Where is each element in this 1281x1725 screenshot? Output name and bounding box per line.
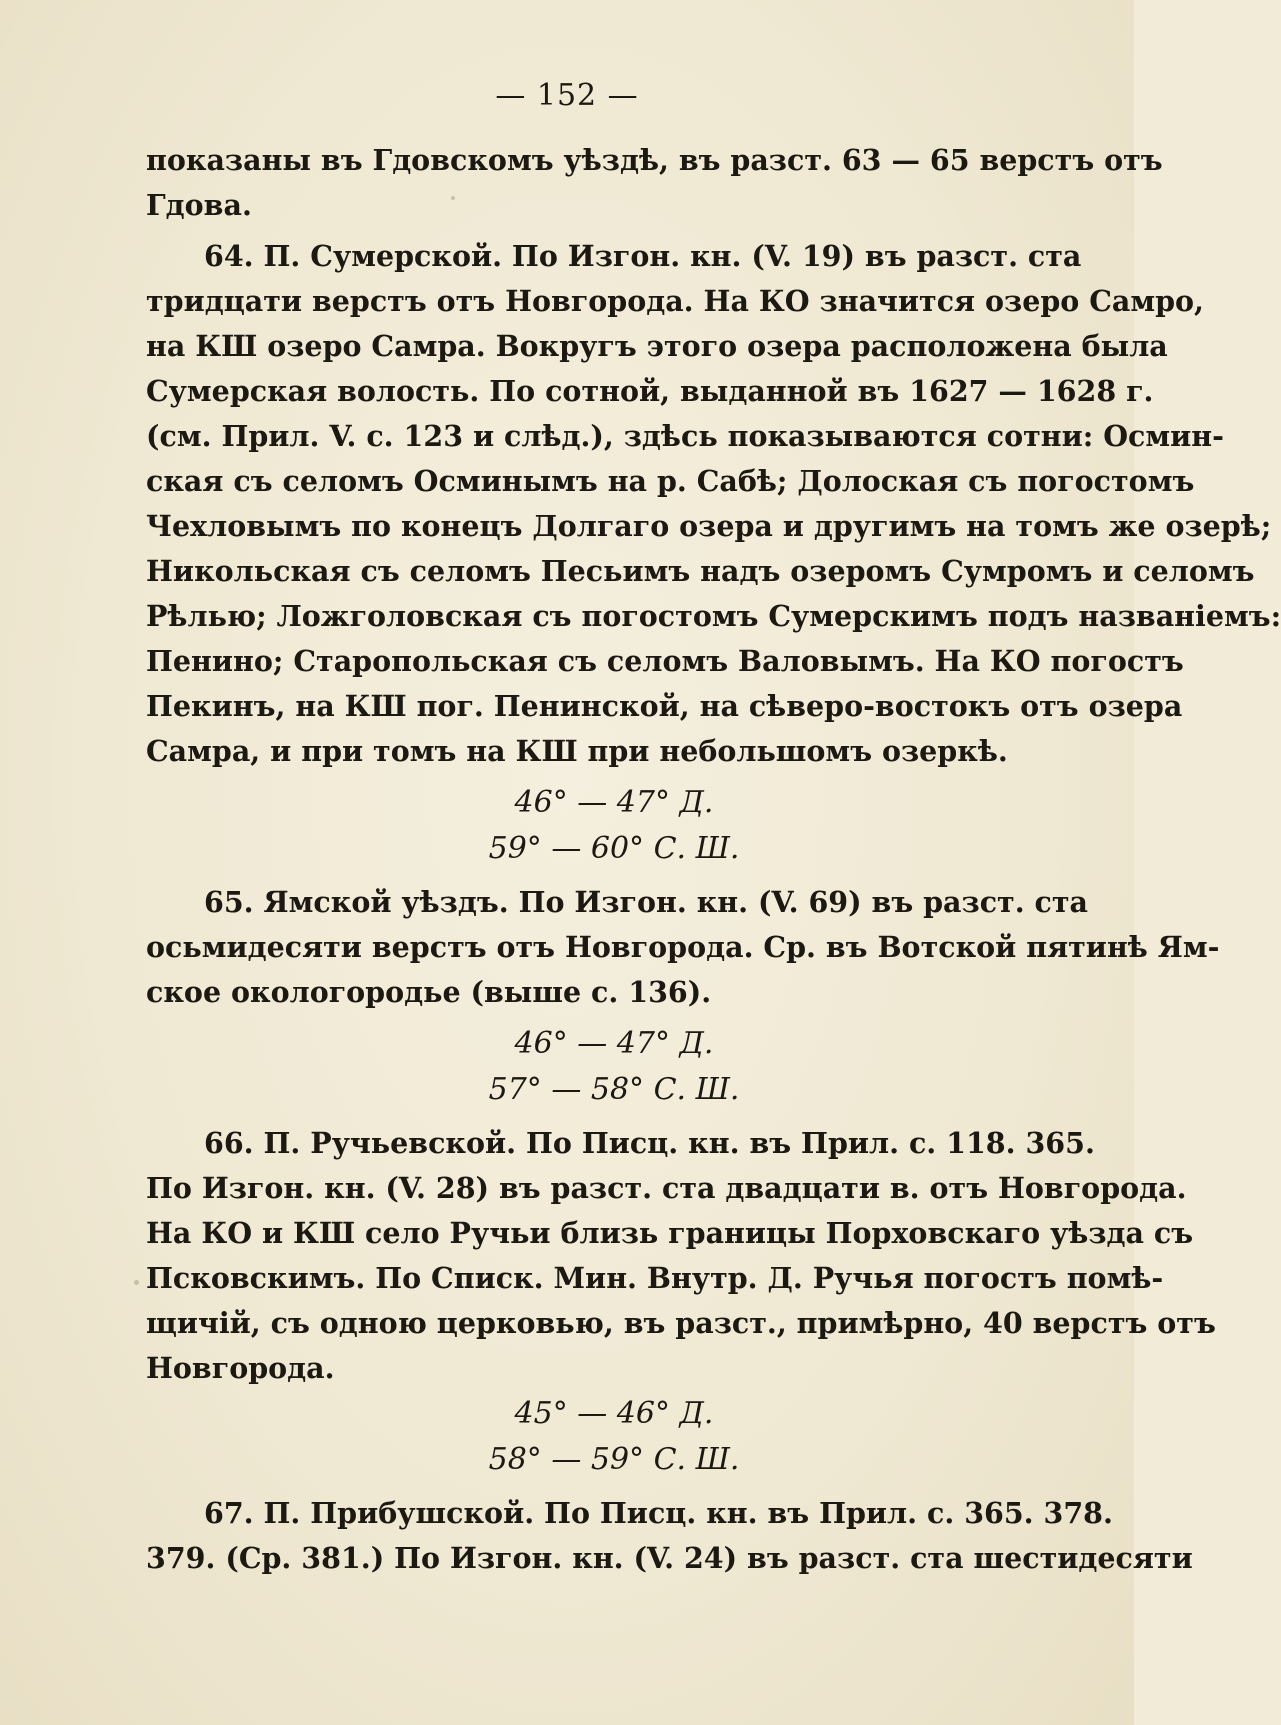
text-line: Гдова. [146, 188, 252, 222]
text-line: ская съ селомъ Осминымъ на р. Сабѣ; Долоская съ погостомъ [146, 464, 1195, 498]
ink-speck [134, 1280, 139, 1285]
latitude-range: 58° — 59° С. Ш. [488, 1442, 740, 1477]
entry-67-heading: 67. П. Прибушской. По Писц. кн. въ Прил. с. 365. 378. [204, 1496, 1113, 1530]
text-line: Псковскимъ. По Списк. Мин. Внутр. Д. Ручья погостъ помѣ- [146, 1261, 1164, 1295]
latitude-range: 59° — 60° С. Ш. [488, 831, 740, 866]
text-line: ское окологородье (выше с. 136). [146, 975, 712, 1009]
text-line: тридцати верстъ отъ Новгорода. На КО значится озеро Самро, [146, 284, 1204, 318]
page-body [146, 138, 1281, 1581]
text-line: 379. (Ср. 381.) По Изгон. кн. (V. 24) въ разст. ста шестидесяти [146, 1541, 1193, 1575]
entry-64-heading: 64. П. Сумерской. По Изгон. кн. (V. 19) въ разст. ста [204, 239, 1082, 273]
text-line: на КШ озеро Самра. Вокругъ этого озера расположена была [146, 329, 1168, 363]
text-line: щичій, съ одною церковью, въ разст., примѣрно, 40 верстъ отъ [146, 1306, 1216, 1340]
page-number: — 152 — [495, 78, 639, 113]
text-line: показаны въ Гдовскомъ уѣздѣ, въ разст. 63 — 65 верстъ отъ [146, 143, 1163, 177]
longitude-range: 46° — 47° Д. [514, 785, 714, 820]
text-line: Новгорода. [146, 1351, 335, 1385]
text-line: Сумерская волость. По сотной, выданной въ 1627 — 1628 г. [146, 374, 1154, 408]
ink-speck [451, 196, 455, 200]
longitude-range: 45° — 46° Д. [514, 1396, 714, 1431]
text-line: На КО и КШ село Ручьи близь границы Порховскаго уѣзда съ [146, 1216, 1194, 1250]
text-line: Пенино; Старопольская съ селомъ Валовымъ. На КО погостъ [146, 644, 1184, 678]
text-line: осьмидесяти верстъ отъ Новгорода. Ср. въ Вотской пятинѣ Ям- [146, 930, 1220, 964]
text-line: Пекинъ, на КШ пог. Пенинской, на сѣверо-востокъ отъ озера [146, 689, 1183, 723]
text-line: (см. Прил. V. с. 123 и слѣд.), здѣсь показываются сотни: Осмин- [146, 419, 1224, 453]
entry-66-heading: 66. П. Ручьевской. По Писц. кн. въ Прил. с. 118. 365. [204, 1126, 1095, 1160]
entry-65-heading: 65. Ямской уѣздъ. По Изгон. кн. (V. 69) въ разст. ста [204, 885, 1089, 919]
text-line: По Изгон. кн. (V. 28) въ разст. ста двадцати в. отъ Новгорода. [146, 1171, 1187, 1205]
text-line: Самра, и при томъ на КШ при небольшомъ озеркѣ. [146, 734, 1008, 768]
text-line: Чехловымъ по конецъ Долгаго озера и другимъ на томъ же озерѣ; [146, 509, 1272, 543]
text-line: Рѣлью; Ложголовская съ погостомъ Сумерскимъ подъ названіемъ: [146, 599, 1281, 633]
longitude-range: 46° — 47° Д. [514, 1026, 714, 1061]
latitude-range: 57° — 58° С. Ш. [488, 1072, 740, 1107]
text-line: Никольская съ селомъ Песьимъ надъ озеромъ Сумромъ и селомъ [146, 554, 1255, 588]
